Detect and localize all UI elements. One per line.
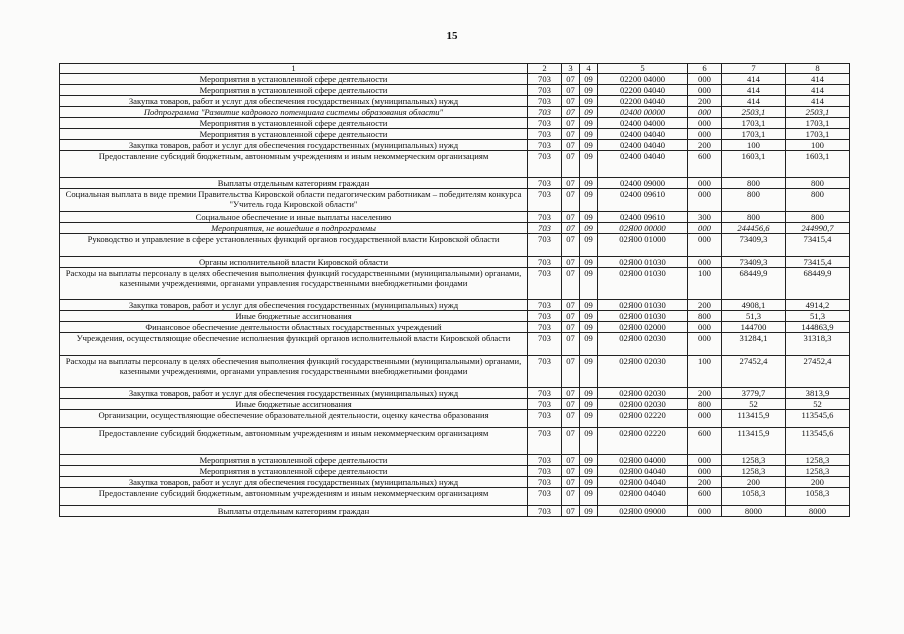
- row-code-4: 09: [580, 455, 598, 466]
- row-code-4: 09: [580, 189, 598, 212]
- row-code-2: 703: [528, 74, 562, 85]
- col-header-6: 6: [688, 64, 722, 74]
- row-code-3: 07: [562, 356, 580, 388]
- row-amount-8: 31318,3: [786, 333, 850, 356]
- row-amount-8: 2503,1: [786, 107, 850, 118]
- row-code-5: 02Я00 04040: [598, 477, 688, 488]
- row-amount-8: 414: [786, 74, 850, 85]
- row-description: Закупка товаров, работ и услуг для обеспечения государственных (муниципальных) нужд: [60, 388, 528, 399]
- row-code-2: 703: [528, 223, 562, 234]
- row-amount-8: 113545,6: [786, 428, 850, 455]
- row-amount-8: 1258,3: [786, 455, 850, 466]
- col-header-7: 7: [722, 64, 786, 74]
- row-code-4: 09: [580, 96, 598, 107]
- row-description: Мероприятия в установленной сфере деятельности: [60, 129, 528, 140]
- row-amount-8: 1258,3: [786, 466, 850, 477]
- row-code-4: 09: [580, 107, 598, 118]
- row-code-2: 703: [528, 212, 562, 223]
- row-amount-7: 73409,3: [722, 234, 786, 257]
- row-amount-7: 1603,1: [722, 151, 786, 178]
- row-description: Подпрограмма "Развитие кадрового потенциала системы образования области": [60, 107, 528, 118]
- row-code-3: 07: [562, 399, 580, 410]
- table-row: [60, 85, 850, 96]
- row-code-2: 703: [528, 388, 562, 399]
- table-body: [60, 74, 850, 517]
- row-code-2: 703: [528, 506, 562, 517]
- row-description: Мероприятия, не вошедшие в подпрограммы: [60, 223, 528, 234]
- row-code-4: 09: [580, 506, 598, 517]
- row-description: Иные бюджетные ассигнования: [60, 399, 528, 410]
- row-code-3: 07: [562, 118, 580, 129]
- row-description: Мероприятия в установленной сфере деятельности: [60, 466, 528, 477]
- row-description: Мероприятия в установленной сфере деятельности: [60, 455, 528, 466]
- row-amount-7: 1703,1: [722, 118, 786, 129]
- row-code-5: 02400 00000: [598, 107, 688, 118]
- row-code-3: 07: [562, 477, 580, 488]
- table-row: [60, 118, 850, 129]
- row-description: Социальная выплата в виде премии Правительства Кировской области педагогическим работникам – победителям конкурса "Учитель года Кировской области": [60, 189, 528, 212]
- table-row: [60, 151, 850, 178]
- table-row: [60, 223, 850, 234]
- row-code-2: 703: [528, 96, 562, 107]
- row-code-4: 09: [580, 85, 598, 96]
- row-code-3: 07: [562, 466, 580, 477]
- row-code-4: 09: [580, 223, 598, 234]
- row-amount-8: 244990,7: [786, 223, 850, 234]
- row-code-5: 02Я00 09000: [598, 506, 688, 517]
- row-code-4: 09: [580, 257, 598, 268]
- row-code-2: 703: [528, 234, 562, 257]
- row-code-6: 800: [688, 311, 722, 322]
- row-amount-8: 8000: [786, 506, 850, 517]
- row-amount-8: 68449,9: [786, 268, 850, 300]
- row-code-6: 600: [688, 488, 722, 506]
- row-code-2: 703: [528, 488, 562, 506]
- row-code-2: 703: [528, 410, 562, 428]
- row-code-3: 07: [562, 96, 580, 107]
- col-header-5: 5: [598, 64, 688, 74]
- row-code-6: 000: [688, 257, 722, 268]
- row-description: Предоставление субсидий бюджетным, автономным учреждениям и иным некоммерческим организациям: [60, 488, 528, 506]
- row-code-2: 703: [528, 85, 562, 96]
- row-code-3: 07: [562, 268, 580, 300]
- row-amount-7: 244456,6: [722, 223, 786, 234]
- row-code-5: 02400 04000: [598, 118, 688, 129]
- row-description: Органы исполнительной власти Кировской области: [60, 257, 528, 268]
- row-amount-7: 51,3: [722, 311, 786, 322]
- row-code-5: 02Я00 01030: [598, 257, 688, 268]
- row-code-4: 09: [580, 477, 598, 488]
- table-row: [60, 410, 850, 428]
- row-code-6: 000: [688, 178, 722, 189]
- row-code-4: 09: [580, 488, 598, 506]
- row-description: Расходы на выплаты персоналу в целях обеспечения выполнения функций государственными (муниципальными) органами, казенными учреждениями, органами управления государственными внебюджетными фондами: [60, 268, 528, 300]
- row-code-2: 703: [528, 466, 562, 477]
- table-row: [60, 74, 850, 85]
- row-code-5: 02400 09610: [598, 212, 688, 223]
- row-amount-8: 73415,4: [786, 234, 850, 257]
- col-header-1: 1: [60, 64, 528, 74]
- row-amount-8: 3813,9: [786, 388, 850, 399]
- row-code-4: 09: [580, 300, 598, 311]
- row-amount-8: 4914,2: [786, 300, 850, 311]
- table-row: [60, 506, 850, 517]
- row-amount-7: 414: [722, 96, 786, 107]
- row-code-6: 000: [688, 234, 722, 257]
- row-description: Закупка товаров, работ и услуг для обеспечения государственных (муниципальных) нужд: [60, 300, 528, 311]
- row-code-5: 02Я00 04040: [598, 488, 688, 506]
- col-header-3: 3: [562, 64, 580, 74]
- row-amount-7: 113415,9: [722, 410, 786, 428]
- row-amount-7: 1258,3: [722, 466, 786, 477]
- row-code-5: 02Я00 02030: [598, 356, 688, 388]
- row-amount-8: 113545,6: [786, 410, 850, 428]
- table-row: [60, 257, 850, 268]
- row-code-6: 000: [688, 107, 722, 118]
- row-code-5: 02Я00 01000: [598, 234, 688, 257]
- row-code-2: 703: [528, 118, 562, 129]
- row-amount-7: 800: [722, 189, 786, 212]
- table-row: [60, 212, 850, 223]
- row-code-6: 200: [688, 300, 722, 311]
- row-amount-8: 73415,4: [786, 257, 850, 268]
- row-code-5: 02Я00 01030: [598, 268, 688, 300]
- table-row: [60, 466, 850, 477]
- row-code-6: 200: [688, 140, 722, 151]
- row-code-3: 07: [562, 223, 580, 234]
- row-amount-7: 27452,4: [722, 356, 786, 388]
- row-code-3: 07: [562, 488, 580, 506]
- row-code-6: 200: [688, 388, 722, 399]
- row-code-6: 000: [688, 74, 722, 85]
- row-code-2: 703: [528, 140, 562, 151]
- row-code-2: 703: [528, 107, 562, 118]
- row-code-4: 09: [580, 129, 598, 140]
- row-code-3: 07: [562, 151, 580, 178]
- budget-table: [59, 63, 850, 517]
- row-description: Выплаты отдельным категориям граждан: [60, 178, 528, 189]
- row-code-4: 09: [580, 118, 598, 129]
- row-code-4: 09: [580, 356, 598, 388]
- row-amount-8: 1058,3: [786, 488, 850, 506]
- row-code-3: 07: [562, 311, 580, 322]
- row-code-3: 07: [562, 129, 580, 140]
- row-amount-8: 800: [786, 178, 850, 189]
- row-code-2: 703: [528, 428, 562, 455]
- table-row: [60, 234, 850, 257]
- row-code-3: 07: [562, 234, 580, 257]
- row-code-6: 000: [688, 455, 722, 466]
- row-amount-7: 68449,9: [722, 268, 786, 300]
- row-code-4: 09: [580, 178, 598, 189]
- row-description: Учреждения, осуществляющие обеспечение исполнения функций органов исполнительной власти Кировской области: [60, 333, 528, 356]
- row-code-4: 09: [580, 268, 598, 300]
- row-code-5: 02400 04040: [598, 140, 688, 151]
- row-code-6: 000: [688, 223, 722, 234]
- row-code-2: 703: [528, 311, 562, 322]
- row-description: Социальное обеспечение и иные выплаты населению: [60, 212, 528, 223]
- row-amount-8: 800: [786, 189, 850, 212]
- row-code-2: 703: [528, 356, 562, 388]
- row-code-5: 02Я00 02030: [598, 333, 688, 356]
- row-amount-8: 414: [786, 85, 850, 96]
- row-code-6: 000: [688, 85, 722, 96]
- row-description: Иные бюджетные ассигнования: [60, 311, 528, 322]
- row-amount-7: 1058,3: [722, 488, 786, 506]
- row-description: Расходы на выплаты персоналу в целях обеспечения выполнения функций государственными (муниципальными) органами, казенными учреждениями, органами управления государственными внебюджетными фондами: [60, 356, 528, 388]
- row-amount-8: 1703,1: [786, 118, 850, 129]
- row-code-4: 09: [580, 74, 598, 85]
- row-code-4: 09: [580, 333, 598, 356]
- row-code-3: 07: [562, 212, 580, 223]
- row-code-5: 02200 04040: [598, 96, 688, 107]
- row-code-6: 600: [688, 428, 722, 455]
- row-code-4: 09: [580, 388, 598, 399]
- row-amount-8: 27452,4: [786, 356, 850, 388]
- row-code-6: 800: [688, 399, 722, 410]
- row-code-3: 07: [562, 322, 580, 333]
- row-amount-8: 1703,1: [786, 129, 850, 140]
- row-code-6: 000: [688, 118, 722, 129]
- row-code-6: 600: [688, 151, 722, 178]
- row-code-2: 703: [528, 268, 562, 300]
- row-description: Мероприятия в установленной сфере деятельности: [60, 85, 528, 96]
- row-amount-8: 144863,9: [786, 322, 850, 333]
- row-code-6: 200: [688, 96, 722, 107]
- row-code-4: 09: [580, 466, 598, 477]
- row-code-3: 07: [562, 189, 580, 212]
- row-description: Выплаты отдельным категориям граждан: [60, 506, 528, 517]
- row-code-4: 09: [580, 410, 598, 428]
- row-code-2: 703: [528, 151, 562, 178]
- row-code-4: 09: [580, 212, 598, 223]
- row-amount-7: 1258,3: [722, 455, 786, 466]
- row-code-5: 02400 09000: [598, 178, 688, 189]
- row-code-3: 07: [562, 300, 580, 311]
- row-code-3: 07: [562, 257, 580, 268]
- row-amount-8: 200: [786, 477, 850, 488]
- table-row: [60, 96, 850, 107]
- row-code-5: 02Я00 02030: [598, 399, 688, 410]
- row-amount-7: 100: [722, 140, 786, 151]
- row-code-5: 02Я00 02000: [598, 322, 688, 333]
- row-description: Мероприятия в установленной сфере деятельности: [60, 74, 528, 85]
- row-code-3: 07: [562, 140, 580, 151]
- row-amount-8: 800: [786, 212, 850, 223]
- row-code-3: 07: [562, 410, 580, 428]
- row-code-4: 09: [580, 311, 598, 322]
- table-row: [60, 178, 850, 189]
- row-description: Закупка товаров, работ и услуг для обеспечения государственных (муниципальных) нужд: [60, 96, 528, 107]
- table-row: [60, 140, 850, 151]
- row-code-5: 02Я00 00000: [598, 223, 688, 234]
- table-row: [60, 311, 850, 322]
- table-row: [60, 388, 850, 399]
- row-code-6: 300: [688, 212, 722, 223]
- row-code-3: 07: [562, 428, 580, 455]
- row-amount-7: 2503,1: [722, 107, 786, 118]
- row-code-3: 07: [562, 85, 580, 96]
- table-row: [60, 107, 850, 118]
- row-code-3: 07: [562, 74, 580, 85]
- row-code-2: 703: [528, 129, 562, 140]
- row-code-2: 703: [528, 178, 562, 189]
- row-amount-8: 100: [786, 140, 850, 151]
- row-amount-7: 3779,7: [722, 388, 786, 399]
- row-code-3: 07: [562, 455, 580, 466]
- row-code-2: 703: [528, 300, 562, 311]
- row-description: Мероприятия в установленной сфере деятельности: [60, 118, 528, 129]
- table-row: [60, 322, 850, 333]
- row-description: Предоставление субсидий бюджетным, автономным учреждениям и иным некоммерческим организациям: [60, 151, 528, 178]
- row-code-4: 09: [580, 234, 598, 257]
- row-code-5: 02Я00 04000: [598, 455, 688, 466]
- row-code-3: 07: [562, 388, 580, 399]
- row-description: Руководство и управление в сфере установленных функций органов государственной власти Кировской области: [60, 234, 528, 257]
- table-row: [60, 356, 850, 388]
- col-header-8: 8: [786, 64, 850, 74]
- row-code-2: 703: [528, 455, 562, 466]
- row-amount-7: 8000: [722, 506, 786, 517]
- row-code-5: 02Я00 01030: [598, 311, 688, 322]
- table-row: [60, 268, 850, 300]
- table-row: [60, 477, 850, 488]
- table-row: [60, 488, 850, 506]
- row-amount-7: 414: [722, 74, 786, 85]
- row-amount-7: 4908,1: [722, 300, 786, 311]
- row-code-2: 703: [528, 477, 562, 488]
- row-code-6: 000: [688, 129, 722, 140]
- row-description: Закупка товаров, работ и услуг для обеспечения государственных (муниципальных) нужд: [60, 477, 528, 488]
- row-amount-8: 51,3: [786, 311, 850, 322]
- row-code-3: 07: [562, 506, 580, 517]
- row-description: Предоставление субсидий бюджетным, автономным учреждениям и иным некоммерческим организациям: [60, 428, 528, 455]
- row-amount-7: 73409,3: [722, 257, 786, 268]
- row-code-5: 02Я00 02220: [598, 410, 688, 428]
- table-row: [60, 333, 850, 356]
- row-amount-8: 414: [786, 96, 850, 107]
- row-code-5: 02Я00 04040: [598, 466, 688, 477]
- row-code-6: 000: [688, 410, 722, 428]
- row-code-4: 09: [580, 322, 598, 333]
- row-code-6: 100: [688, 268, 722, 300]
- table-row: [60, 428, 850, 455]
- row-code-6: 000: [688, 189, 722, 212]
- row-code-3: 07: [562, 107, 580, 118]
- row-amount-7: 144700: [722, 322, 786, 333]
- row-code-3: 07: [562, 333, 580, 356]
- row-amount-7: 1703,1: [722, 129, 786, 140]
- row-code-3: 07: [562, 178, 580, 189]
- row-amount-7: 414: [722, 85, 786, 96]
- row-description: Финансовое обеспечение деятельности областных государственных учреждений: [60, 322, 528, 333]
- row-code-6: 200: [688, 477, 722, 488]
- page-number: 15: [446, 30, 458, 42]
- row-code-5: 02400 09610: [598, 189, 688, 212]
- col-header-2: 2: [528, 64, 562, 74]
- row-code-2: 703: [528, 399, 562, 410]
- row-amount-8: 1603,1: [786, 151, 850, 178]
- row-code-2: 703: [528, 189, 562, 212]
- row-code-5: 02Я00 02220: [598, 428, 688, 455]
- row-amount-7: 200: [722, 477, 786, 488]
- row-description: Организации, осуществляющие обеспечение образовательной деятельности, оценку качества образования: [60, 410, 528, 428]
- row-code-5: 02200 04040: [598, 85, 688, 96]
- row-code-5: 02400 04040: [598, 129, 688, 140]
- row-code-5: 02200 04000: [598, 74, 688, 85]
- row-code-4: 09: [580, 151, 598, 178]
- row-code-6: 000: [688, 322, 722, 333]
- row-code-4: 09: [580, 428, 598, 455]
- row-code-6: 100: [688, 356, 722, 388]
- col-header-4: 4: [580, 64, 598, 74]
- table-row: [60, 189, 850, 212]
- row-amount-7: 113415,9: [722, 428, 786, 455]
- row-code-2: 703: [528, 333, 562, 356]
- row-code-5: 02Я00 01030: [598, 300, 688, 311]
- table-row: [60, 129, 850, 140]
- row-code-5: 02400 04040: [598, 151, 688, 178]
- row-code-4: 09: [580, 140, 598, 151]
- table-row: [60, 455, 850, 466]
- row-amount-7: 31284,1: [722, 333, 786, 356]
- row-code-4: 09: [580, 399, 598, 410]
- table-row: [60, 399, 850, 410]
- row-code-2: 703: [528, 257, 562, 268]
- row-code-6: 000: [688, 506, 722, 517]
- row-amount-8: 52: [786, 399, 850, 410]
- row-code-6: 000: [688, 466, 722, 477]
- row-amount-7: 800: [722, 178, 786, 189]
- table-row: [60, 300, 850, 311]
- row-code-2: 703: [528, 322, 562, 333]
- header-row: [60, 64, 850, 74]
- row-code-6: 000: [688, 333, 722, 356]
- row-amount-7: 800: [722, 212, 786, 223]
- row-code-5: 02Я00 02030: [598, 388, 688, 399]
- row-amount-7: 52: [722, 399, 786, 410]
- row-description: Закупка товаров, работ и услуг для обеспечения государственных (муниципальных) нужд: [60, 140, 528, 151]
